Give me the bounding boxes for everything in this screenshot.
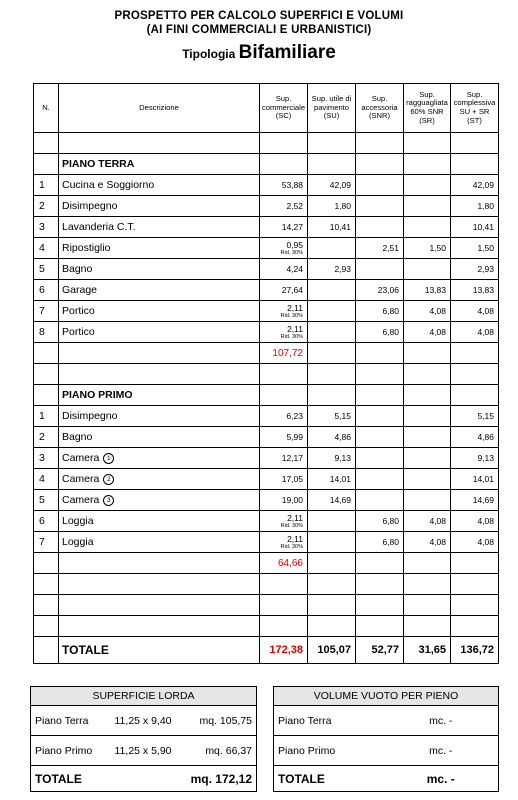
empty-cell — [308, 154, 356, 175]
cell-st: 4,08 — [451, 511, 499, 532]
empty-cell — [34, 154, 59, 175]
empty-cell — [34, 364, 59, 385]
rid-note: Rid. 30% — [280, 333, 303, 340]
cell-su — [308, 301, 356, 322]
row-number: 2 — [34, 196, 59, 217]
document-subtitle: (AI FINI COMMERCIALI E URBANISTICI) — [146, 24, 372, 36]
empty-cell — [260, 364, 308, 385]
col-header-n: N. — [34, 84, 59, 133]
cell-su: 4,86 — [308, 427, 356, 448]
table-row — [31, 736, 257, 766]
cell-su — [308, 238, 356, 259]
total-snr: 52,77 — [356, 637, 404, 664]
cell-st: 13,83 — [451, 280, 499, 301]
empty-cell — [404, 343, 451, 364]
empty-row — [34, 364, 499, 385]
empty-cell — [260, 616, 308, 637]
cell-snr — [356, 469, 404, 490]
empty-cell — [356, 133, 404, 154]
empty-cell — [451, 616, 499, 637]
cell-sr: 4,08 — [404, 301, 451, 322]
cell-su: 9,13 — [308, 448, 356, 469]
total-su: 105,07 — [308, 637, 356, 664]
surfaces-table — [33, 83, 499, 664]
table-row — [274, 766, 499, 792]
empty-cell — [59, 574, 260, 595]
cell-sc: 4,24 — [260, 259, 308, 280]
row-description-text: Camera — [62, 494, 100, 506]
table-row — [34, 238, 499, 259]
empty-cell — [308, 364, 356, 385]
cell-st: 10,41 — [451, 217, 499, 238]
cell-sc — [260, 532, 308, 553]
cell-sr: 4,08 — [404, 322, 451, 343]
empty-cell — [404, 154, 451, 175]
cell-sr — [404, 469, 451, 490]
superficie-lorda-box — [30, 686, 257, 792]
total-row — [34, 637, 499, 664]
empty-cell — [34, 595, 59, 616]
cell-sr: 4,08 — [404, 511, 451, 532]
row-description-text: Portico — [62, 305, 95, 317]
row-description — [59, 238, 260, 259]
row-description — [59, 511, 260, 532]
empty-cell — [356, 364, 404, 385]
vol-total-label: TOTALE — [274, 766, 384, 792]
cell-sc — [260, 301, 308, 322]
row-description-text: Bagno — [62, 431, 93, 443]
cell-snr — [356, 448, 404, 469]
row-description-text: Disimpegno — [62, 200, 118, 212]
row-description-text: Ripostiglio — [62, 242, 111, 254]
table-row — [274, 706, 499, 736]
row-description — [59, 490, 260, 511]
rid-note: Rid. 30% — [280, 312, 303, 319]
empty-cell — [451, 574, 499, 595]
empty-cell — [308, 343, 356, 364]
empty-cell — [59, 616, 260, 637]
table-row — [34, 448, 499, 469]
cell-sc: 17,05 — [260, 469, 308, 490]
sl-label: Piano Terra — [31, 706, 111, 736]
total-st: 136,72 — [451, 637, 499, 664]
table-row — [34, 532, 499, 553]
col-header-sr: Sup. ragguagliata 60% SNR (SR) — [404, 84, 451, 133]
sc-value: 2,11 — [287, 512, 303, 523]
empty-cell — [356, 553, 404, 574]
cell-snr — [356, 196, 404, 217]
empty-cell — [356, 385, 404, 406]
empty-cell — [59, 364, 260, 385]
empty-cell — [34, 385, 59, 406]
row-description — [59, 175, 260, 196]
row-description — [59, 196, 260, 217]
empty-cell — [451, 553, 499, 574]
cell-st: 4,86 — [451, 427, 499, 448]
total-sc: 172,38 — [260, 637, 308, 664]
row-description — [59, 532, 260, 553]
col-header-descrizione: Descrizione — [59, 84, 260, 133]
cell-sr: 4,08 — [404, 532, 451, 553]
row-number: 6 — [34, 511, 59, 532]
tipologia — [0, 42, 518, 64]
row-number: 4 — [34, 469, 59, 490]
cell-sc: 53,88 — [260, 175, 308, 196]
volume-box — [273, 686, 499, 792]
table-row — [34, 511, 499, 532]
cell-st: 4,08 — [451, 322, 499, 343]
vol-label: Piano Primo — [274, 736, 384, 766]
row-description-text: Disimpegno — [62, 410, 118, 422]
empty-cell — [308, 385, 356, 406]
cell-st: 1,50 — [451, 238, 499, 259]
cell-st: 14,69 — [451, 490, 499, 511]
cell-snr: 6,80 — [356, 322, 404, 343]
cell-su — [308, 322, 356, 343]
tipologia-label: Tipologia — [182, 47, 236, 61]
row-description — [59, 217, 260, 238]
empty-cell — [404, 133, 451, 154]
row-number: 6 — [34, 280, 59, 301]
cell-snr: 6,80 — [356, 532, 404, 553]
row-description-text: Loggia — [62, 515, 94, 527]
sl-value: mq. 105,75 — [167, 706, 257, 736]
row-description — [59, 427, 260, 448]
cell-snr: 6,80 — [356, 301, 404, 322]
row-number: 5 — [34, 259, 59, 280]
col-header-su: Sup. utile di pavimento (SU) — [308, 84, 356, 133]
row-description — [59, 469, 260, 490]
vol-value: mc. - — [384, 706, 499, 736]
sl-value: mq. 66,37 — [167, 736, 257, 766]
empty-cell — [308, 133, 356, 154]
row-description-text: Loggia — [62, 536, 94, 548]
sl-dims: 11,25 x 5,90 — [111, 736, 167, 766]
row-number: 8 — [34, 322, 59, 343]
empty-cell — [404, 553, 451, 574]
col-header-st: Sup. complessiva SU + SR (ST) — [451, 84, 499, 133]
empty-cell — [451, 595, 499, 616]
empty-cell — [308, 553, 356, 574]
cell-st: 42,09 — [451, 175, 499, 196]
row-number: 7 — [34, 532, 59, 553]
table-row — [34, 301, 499, 322]
cell-sr — [404, 490, 451, 511]
cell-sr — [404, 175, 451, 196]
circled-number-mark: 1 — [103, 453, 114, 464]
row-number: 3 — [34, 448, 59, 469]
tipologia-value: Bifamiliare — [238, 42, 336, 63]
col-header-sc: Sup. commerciale (SC) — [260, 84, 308, 133]
cell-st: 4,08 — [451, 301, 499, 322]
cell-st: 5,15 — [451, 406, 499, 427]
subtotal-sc: 64,66 — [260, 553, 308, 574]
row-description-text: Portico — [62, 326, 95, 338]
table-row — [34, 217, 499, 238]
empty-cell — [260, 385, 308, 406]
sl-label: Piano Primo — [31, 736, 111, 766]
cell-st: 2,93 — [451, 259, 499, 280]
cell-sc: 6,23 — [260, 406, 308, 427]
cell-snr — [356, 490, 404, 511]
cell-su — [308, 511, 356, 532]
row-description — [59, 259, 260, 280]
empty-cell — [404, 616, 451, 637]
rid-note: Rid. 30% — [280, 543, 303, 550]
cell-sr — [404, 427, 451, 448]
empty-cell — [356, 595, 404, 616]
table-row — [34, 427, 499, 448]
empty-cell — [59, 595, 260, 616]
empty-cell — [308, 574, 356, 595]
table-row — [31, 706, 257, 736]
empty-cell — [260, 574, 308, 595]
table-row — [34, 406, 499, 427]
row-description-text: Garage — [62, 284, 98, 296]
empty-cell — [404, 364, 451, 385]
row-description — [59, 280, 260, 301]
rid-note: Rid. 30% — [280, 522, 303, 529]
cell-st: 9,13 — [451, 448, 499, 469]
table-row — [34, 490, 499, 511]
empty-row — [34, 133, 499, 154]
empty-row — [34, 616, 499, 637]
total-sr: 31,65 — [404, 637, 451, 664]
vol-label: Piano Terra — [274, 706, 384, 736]
empty-cell — [356, 154, 404, 175]
cell-sc: 2,52 — [260, 196, 308, 217]
empty-cell — [59, 553, 260, 574]
cell-sc: 19,00 — [260, 490, 308, 511]
vol-value: mc. - — [384, 736, 499, 766]
cell-su: 42,09 — [308, 175, 356, 196]
cell-sr — [404, 217, 451, 238]
empty-cell — [260, 133, 308, 154]
empty-cell — [59, 343, 260, 364]
empty-cell — [260, 595, 308, 616]
cell-snr — [356, 217, 404, 238]
cell-sr — [404, 196, 451, 217]
cell-sc — [260, 322, 308, 343]
empty-cell — [451, 154, 499, 175]
sc-value: 2,11 — [287, 533, 303, 544]
sl-total-spacer — [111, 766, 167, 792]
row-number: 4 — [34, 238, 59, 259]
empty-row — [34, 595, 499, 616]
empty-cell — [34, 133, 59, 154]
empty-cell — [308, 616, 356, 637]
total-label: TOTALE — [59, 637, 260, 664]
cell-st: 1,80 — [451, 196, 499, 217]
table-row — [34, 280, 499, 301]
subtotal-row — [34, 343, 499, 364]
sc-value: 2,11 — [287, 323, 303, 334]
cell-su: 10,41 — [308, 217, 356, 238]
row-description — [59, 406, 260, 427]
cell-sc: 5,99 — [260, 427, 308, 448]
empty-cell — [404, 574, 451, 595]
empty-cell — [34, 574, 59, 595]
cell-sr — [404, 259, 451, 280]
empty-cell — [356, 574, 404, 595]
section-row — [34, 154, 499, 175]
table-row — [274, 736, 499, 766]
cell-su: 14,01 — [308, 469, 356, 490]
empty-cell — [404, 385, 451, 406]
cell-su — [308, 532, 356, 553]
cell-snr — [356, 427, 404, 448]
cell-snr: 23,06 — [356, 280, 404, 301]
subtotal-row — [34, 553, 499, 574]
empty-cell — [34, 553, 59, 574]
cell-sc: 12,17 — [260, 448, 308, 469]
row-description-text: Camera — [62, 473, 100, 485]
empty-cell — [451, 343, 499, 364]
circled-number-mark: 3 — [103, 495, 114, 506]
section-title: PIANO PRIMO — [59, 385, 260, 406]
cell-sc: 14,27 — [260, 217, 308, 238]
empty-row — [34, 574, 499, 595]
table-row — [34, 196, 499, 217]
empty-cell — [451, 364, 499, 385]
table-row — [34, 175, 499, 196]
row-number: 1 — [34, 175, 59, 196]
cell-su: 14,69 — [308, 490, 356, 511]
row-description-text: Camera — [62, 452, 100, 464]
empty-cell — [34, 343, 59, 364]
section-row — [34, 385, 499, 406]
section-title: PIANO TERRA — [59, 154, 260, 175]
empty-cell — [356, 343, 404, 364]
document-title: PROSPETTO PER CALCOLO SUPERFICI E VOLUMI — [114, 10, 404, 22]
empty-cell — [404, 595, 451, 616]
table-row — [34, 469, 499, 490]
table-header-row — [34, 84, 499, 133]
cell-sc: 27,64 — [260, 280, 308, 301]
sl-total-label: TOTALE — [31, 766, 111, 792]
empty-cell — [34, 637, 59, 664]
empty-cell — [260, 154, 308, 175]
subtotal-sc: 107,72 — [260, 343, 308, 364]
empty-cell — [451, 133, 499, 154]
row-description — [59, 448, 260, 469]
sl-dims: 11,25 x 9,40 — [111, 706, 167, 736]
cell-snr — [356, 406, 404, 427]
table-row — [31, 766, 257, 792]
cell-st: 14,01 — [451, 469, 499, 490]
cell-sr — [404, 448, 451, 469]
row-number: 1 — [34, 406, 59, 427]
row-number: 5 — [34, 490, 59, 511]
sc-value: 2,11 — [287, 302, 303, 313]
row-description-text: Cucina e Soggiorno — [62, 179, 155, 191]
table-row — [34, 259, 499, 280]
cell-sc — [260, 511, 308, 532]
vol-total-value: mc. - — [384, 766, 499, 792]
cell-snr — [356, 175, 404, 196]
cell-su: 1,80 — [308, 196, 356, 217]
empty-cell — [34, 616, 59, 637]
col-header-snr: Sup. accessoria (SNR) — [356, 84, 404, 133]
row-number: 2 — [34, 427, 59, 448]
table-row — [34, 322, 499, 343]
empty-cell — [356, 616, 404, 637]
sc-value: 0,95 — [286, 239, 303, 250]
cell-su: 5,15 — [308, 406, 356, 427]
volume-title: VOLUME VUOTO PER PIENO — [274, 687, 499, 706]
cell-su: 2,93 — [308, 259, 356, 280]
row-description — [59, 322, 260, 343]
row-number: 7 — [34, 301, 59, 322]
cell-snr — [356, 259, 404, 280]
cell-sr: 13,83 — [404, 280, 451, 301]
cell-su — [308, 280, 356, 301]
row-number: 3 — [34, 217, 59, 238]
sl-total-value: mq. 172,12 — [167, 766, 257, 792]
cell-st: 4,08 — [451, 532, 499, 553]
empty-cell — [451, 385, 499, 406]
rid-note: Rid. 30% — [280, 249, 303, 256]
cell-sr — [404, 406, 451, 427]
row-description-text: Bagno — [62, 263, 93, 275]
empty-cell — [59, 133, 260, 154]
circled-number-mark: 2 — [103, 474, 114, 485]
row-description — [59, 301, 260, 322]
row-description-text: Lavanderia C.T. — [62, 221, 136, 233]
cell-snr: 6,80 — [356, 511, 404, 532]
cell-snr: 2,51 — [356, 238, 404, 259]
cell-sc — [260, 238, 308, 259]
empty-cell — [308, 595, 356, 616]
cell-sr: 1,50 — [404, 238, 451, 259]
superficie-lorda-title: SUPERFICIE LORDA — [31, 687, 257, 706]
